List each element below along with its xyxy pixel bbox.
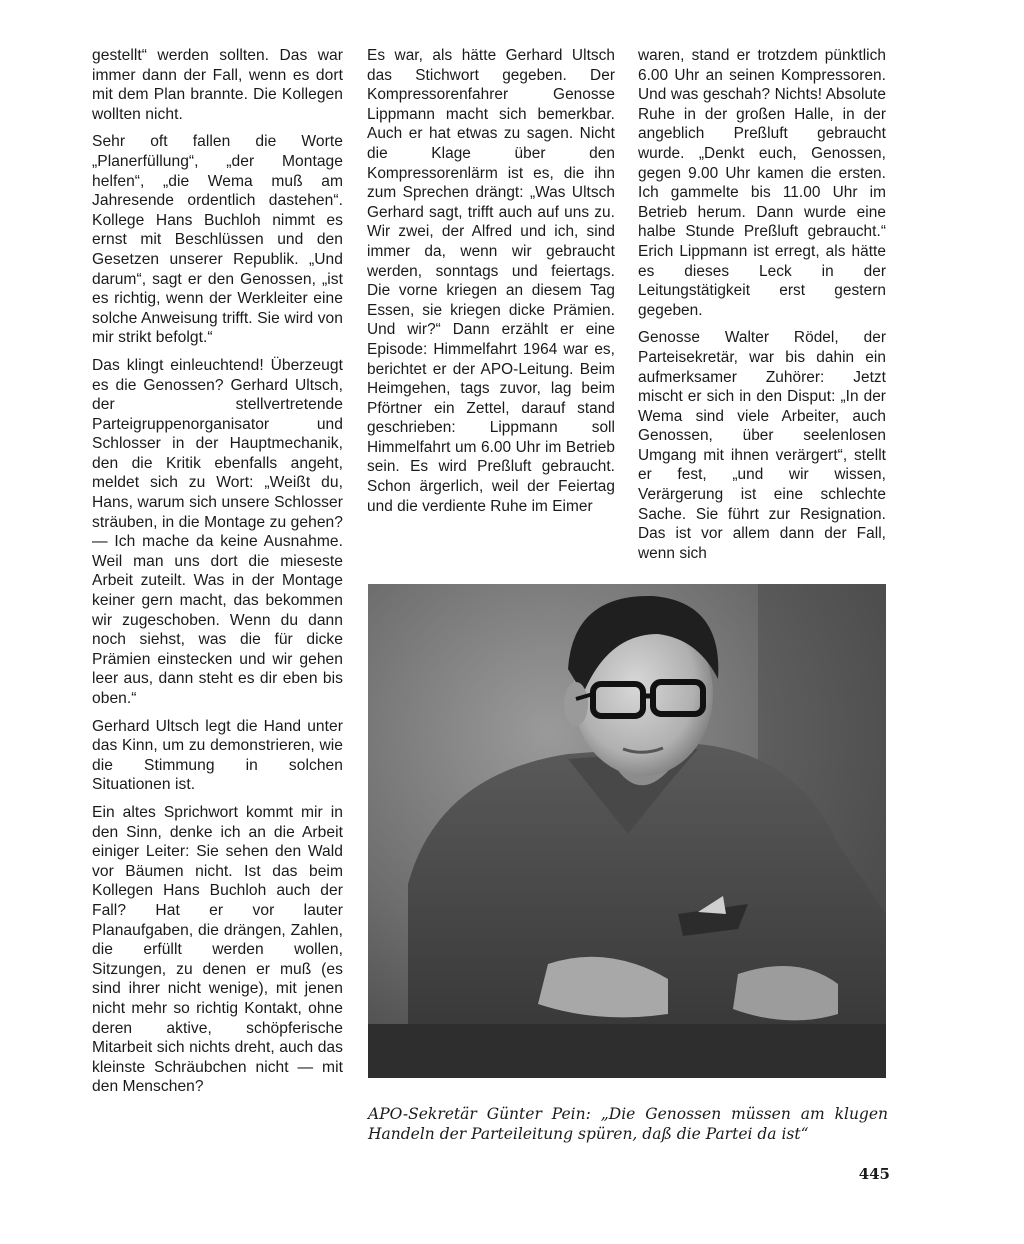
paragraph: gestellt“ werden sollten. Das war immer dann der Fall, wenn es dort mit dem Plan brannte. Die Kollegen wollten nicht. (92, 47, 343, 123)
paragraph: waren, stand er trotzdem pünktlich 6.00 Uhr an seinen Kompressoren. Und was geschah? Nichts! Absolute Ruhe in der großen Halle, in der angeblich Preßluft gebraucht wurde. „Denkt euch, Genossen, gegen 9.00 Uhr kamen die ersten. Ich gammelte bis 11.00 Uhr im Betrieb herum. Dann wurde eine halbe Stunde Preßluft gebraucht.“ Erich Lippmann ist erregt, als hätte es dieses Leck in der Leitungstätigkeit erst gestern gegeben. (638, 47, 886, 319)
paragraph: Das klingt einleuchtend! Überzeugt es die Genossen? Gerhard Ultsch, der stellvertretende Parteigruppenorganisator und Schlosser in der Hauptmechanik, den die Kritik ebenfalls angeht, meldet sich zu Wort: „Weißt du, Hans, warum sich unsere Schlosser sträuben, in die Montage zu gehen? — Ich mache da keine Ausnahme. Weil man uns dort die mieseste Arbeit zuteilt. Was in der Montage keiner gern macht, das bekommen wir zugeschoben. Wenn du dann noch siehst, was die für dicke Prämien einstecken und wir gehen leer aus, dann steht es dir eben bis oben.“ (92, 356, 343, 707)
text-column-1 (92, 46, 343, 1105)
paragraph: Es war, als hätte Gerhard Ultsch das Stichwort gegeben. Der Kompressorenfahrer Genosse Lippmann macht sich bemerkbar. Auch er hat etwas zu sagen. Nicht die Klage über den Kompressorenlärm ist es, die ihn zum Sprechen drängt: „Was Ultsch Gerhard sagt, trifft auch auf uns zu. Wir zwei, der Alfred und ich, sind immer da, wenn wir gebraucht werden, sonntags und feiertags. Die vorne kriegen an diesem Tag Essen, sie kriegen dicke Prämien. Und wir?“ Dann erzählt er eine Episode: Himmelfahrt 1964 war es, berichtet er der APO-Leitung. Beim Heimgehen, tags zuvor, lag beim Pförtner ein Zettel, darauf stand geschrieben: Lippmann soll Himmelfahrt um 6.00 Uhr im Betrieb sein. Es wird Preßluft gebraucht. Schon ärgerlich, weil der Feiertag und die verdiente Ruhe im Eimer (367, 47, 615, 515)
paragraph: Genosse Walter Rödel, der Parteisekretär, war bis dahin ein aufmerksamer Zuhörer: Jetzt mischt er sich in den Disput: „In der Wema sind viele Arbeiter, auch Genossen, über seelenlosen Umgang mit ihnen verärgert“, stellt er fest, „und wir wissen, Verärgerung ist eine schlechte Sache. Sie führt zur Resignation. Das ist vor allem dann der Fall, wenn sich (638, 329, 886, 562)
text-column-2 (367, 46, 615, 524)
portrait-photo (368, 584, 886, 1078)
text-column-3 (638, 46, 886, 571)
page-number: 445 (858, 1165, 890, 1183)
paragraph: Ein altes Sprichwort kommt mir in den Sinn, denke ich an die Arbeit einiger Leiter: Sie sehen den Wald vor Bäumen nicht. Ist das beim Kollegen Hans Buchloh auch der Fall? Hat er vor lauter Planaufgaben, die drängen, Zahlen, die erfüllt werden wollen, Sitzungen, zu denen er muß (es sind ihrer nicht wenige), mit jenen nicht mehr so richtig Kontakt, ohne deren aktive, schöpferische Mitarbeit sich nichts dreht, auch das kleinste Schräubchen nicht — mit den Menschen? (92, 803, 343, 1096)
paragraph: Gerhard Ultsch legt die Hand unter das Kinn, um zu demonstrieren, wie die Stimmung in solchen Situationen ist. (92, 717, 343, 794)
paragraph: Sehr oft fallen die Worte „Planerfüllung“, „der Montage helfen“, „die Wema muß am Jahresende ordentlich dastehen“. Kollege Hans Buchloh nimmt es ernst mit Beschlüssen und den Gesetzen unserer Republik. „Und darum“, sagt er den Genossen, „ist es richtig, wenn der Werkleiter eine solche Anweisung trifft. Sie wird von mir strikt befolgt.“ (92, 133, 343, 347)
photo-caption: APO-Sekretär Günter Pein: „Die Genossen müssen am klugen Handeln der Parteileitung spüren, daß die Partei da ist“ (368, 1105, 888, 1143)
